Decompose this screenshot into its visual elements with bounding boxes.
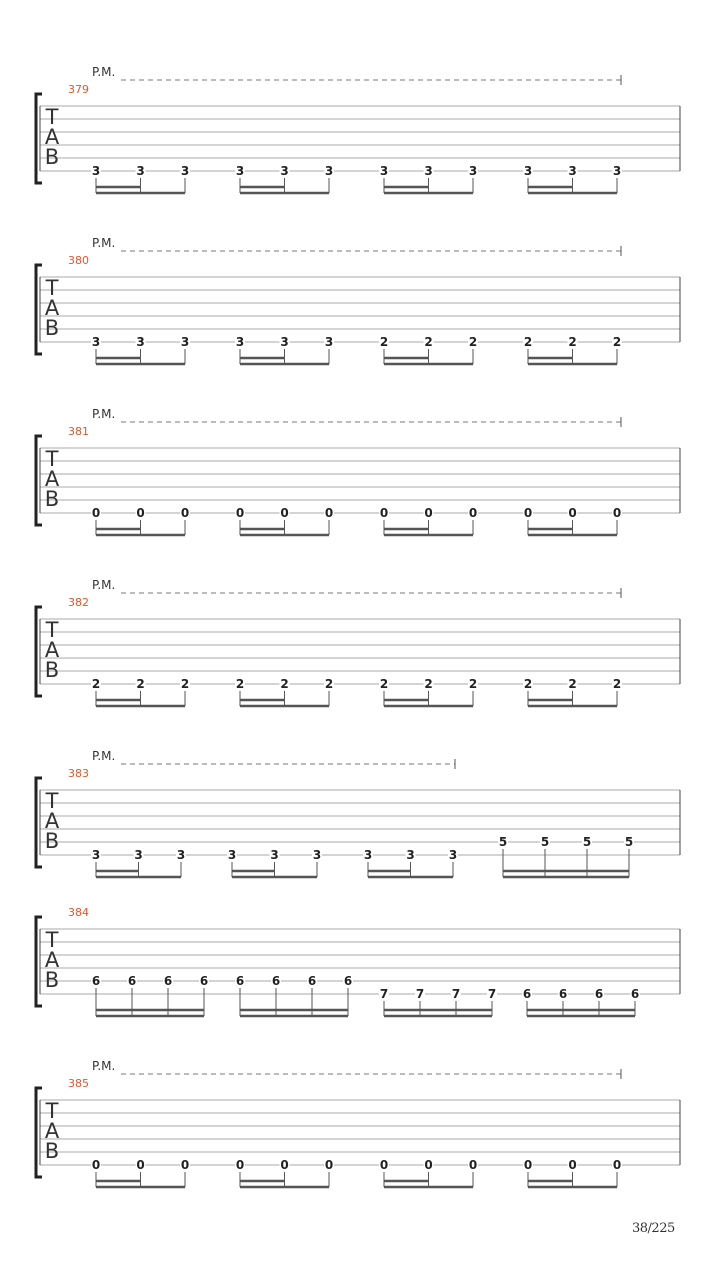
measure-number: 385 bbox=[68, 1077, 89, 1090]
measure-number: 383 bbox=[68, 767, 89, 780]
tab-clef-letter: B bbox=[44, 829, 60, 853]
fret-number: 7 bbox=[451, 987, 461, 1001]
system-bracket bbox=[36, 265, 42, 354]
tab-clef-letter: T bbox=[45, 1099, 59, 1123]
fret-number: 2 bbox=[91, 677, 101, 691]
system-bracket bbox=[36, 607, 42, 696]
fret-number: 5 bbox=[540, 835, 550, 849]
fret-number: 6 bbox=[307, 974, 317, 988]
measure-number: 379 bbox=[68, 83, 89, 96]
fret-number: 3 bbox=[134, 848, 143, 862]
fret-number: 3 bbox=[523, 164, 533, 178]
staff-system bbox=[36, 906, 680, 1016]
fret-number: 2 bbox=[280, 677, 289, 691]
system-bracket bbox=[36, 436, 42, 525]
measure-number: 382 bbox=[68, 596, 89, 609]
tab-clef-letter: A bbox=[44, 809, 60, 833]
fret-number: 0 bbox=[568, 506, 577, 520]
page-number: 38/225 bbox=[632, 1221, 675, 1236]
fret-number: 2 bbox=[424, 677, 433, 691]
tab-clef-letter: B bbox=[44, 968, 60, 992]
fret-number: 2 bbox=[324, 677, 334, 691]
fret-number: 3 bbox=[363, 848, 373, 862]
fret-number: 0 bbox=[523, 1158, 533, 1172]
fret-number: 3 bbox=[324, 335, 334, 349]
system-bracket bbox=[36, 94, 42, 183]
staff-system bbox=[36, 65, 680, 193]
fret-number: 3 bbox=[91, 848, 101, 862]
fret-number: 7 bbox=[487, 987, 497, 1001]
fret-number: 5 bbox=[582, 835, 592, 849]
tab-clef-letter: B bbox=[44, 1139, 60, 1163]
tab-clef-letter: T bbox=[45, 105, 59, 129]
fret-number: 0 bbox=[612, 506, 622, 520]
fret-number: 2 bbox=[180, 677, 190, 691]
tab-clef-letter: B bbox=[44, 487, 60, 511]
fret-number: 2 bbox=[523, 335, 533, 349]
fret-number: 2 bbox=[568, 335, 577, 349]
fret-number: 2 bbox=[379, 335, 389, 349]
fret-number: 6 bbox=[163, 974, 173, 988]
fret-number: 3 bbox=[180, 335, 190, 349]
fret-number: 3 bbox=[180, 164, 190, 178]
fret-number: 0 bbox=[180, 506, 190, 520]
fret-number: 3 bbox=[91, 335, 101, 349]
fret-number: 3 bbox=[406, 848, 415, 862]
fret-number: 3 bbox=[235, 335, 245, 349]
tab-clef-letter: A bbox=[44, 638, 60, 662]
tab-clef-letter: B bbox=[44, 145, 60, 169]
fret-number: 2 bbox=[568, 677, 577, 691]
palm-mute-label: P.M. bbox=[92, 749, 116, 763]
fret-number: 3 bbox=[379, 164, 389, 178]
fret-number: 0 bbox=[136, 1158, 145, 1172]
tab-clef-letter: A bbox=[44, 948, 60, 972]
fret-number: 0 bbox=[136, 506, 145, 520]
fret-number: 2 bbox=[523, 677, 533, 691]
fret-number: 2 bbox=[379, 677, 389, 691]
measure-number: 381 bbox=[68, 425, 89, 438]
fret-number: 3 bbox=[270, 848, 279, 862]
fret-number: 0 bbox=[180, 1158, 190, 1172]
fret-number: 3 bbox=[136, 335, 145, 349]
tab-clef-letter: A bbox=[44, 296, 60, 320]
fret-number: 0 bbox=[379, 1158, 389, 1172]
fret-number: 0 bbox=[379, 506, 389, 520]
palm-mute-label: P.M. bbox=[92, 578, 116, 592]
tab-clef-letter: T bbox=[45, 789, 59, 813]
fret-number: 6 bbox=[594, 987, 604, 1001]
tab-clef-letter: B bbox=[44, 316, 60, 340]
fret-number: 6 bbox=[127, 974, 137, 988]
tab-clef-letter: A bbox=[44, 125, 60, 149]
fret-number: 6 bbox=[235, 974, 245, 988]
staff-system bbox=[36, 236, 680, 364]
fret-number: 3 bbox=[280, 335, 289, 349]
fret-number: 6 bbox=[558, 987, 568, 1001]
tab-clef-letter: T bbox=[45, 276, 59, 300]
fret-number: 3 bbox=[235, 164, 245, 178]
fret-number: 0 bbox=[568, 1158, 577, 1172]
fret-number: 0 bbox=[324, 506, 334, 520]
fret-number: 6 bbox=[199, 974, 209, 988]
fret-number: 3 bbox=[568, 164, 577, 178]
fret-number: 7 bbox=[379, 987, 389, 1001]
fret-number: 0 bbox=[612, 1158, 622, 1172]
palm-mute-label: P.M. bbox=[92, 407, 116, 421]
fret-number: 3 bbox=[280, 164, 289, 178]
fret-number: 0 bbox=[280, 506, 289, 520]
fret-number: 6 bbox=[522, 987, 532, 1001]
measure-number: 384 bbox=[68, 906, 89, 919]
fret-number: 0 bbox=[424, 506, 433, 520]
fret-number: 5 bbox=[624, 835, 634, 849]
staff-system bbox=[36, 1059, 680, 1187]
fret-number: 3 bbox=[312, 848, 322, 862]
fret-number: 3 bbox=[136, 164, 145, 178]
tab-clef-letter: A bbox=[44, 467, 60, 491]
fret-number: 2 bbox=[612, 335, 622, 349]
fret-number: 7 bbox=[415, 987, 425, 1001]
tab-clef-letter: T bbox=[45, 447, 59, 471]
fret-number: 6 bbox=[630, 987, 640, 1001]
fret-number: 2 bbox=[136, 677, 145, 691]
fret-number: 0 bbox=[424, 1158, 433, 1172]
palm-mute-label: P.M. bbox=[92, 1059, 116, 1073]
fret-number: 3 bbox=[227, 848, 237, 862]
system-bracket bbox=[36, 778, 42, 867]
tab-clef-letter: T bbox=[45, 928, 59, 952]
fret-number: 0 bbox=[235, 506, 245, 520]
fret-number: 2 bbox=[235, 677, 245, 691]
palm-mute-label: P.M. bbox=[92, 65, 116, 79]
fret-number: 3 bbox=[468, 164, 478, 178]
measure-number: 380 bbox=[68, 254, 89, 267]
fret-number: 3 bbox=[448, 848, 458, 862]
tab-clef-letter: T bbox=[45, 618, 59, 642]
tab-clef-letter: B bbox=[44, 658, 60, 682]
fret-number: 3 bbox=[91, 164, 101, 178]
system-bracket bbox=[36, 917, 42, 1006]
fret-number: 0 bbox=[523, 506, 533, 520]
fret-number: 0 bbox=[280, 1158, 289, 1172]
fret-number: 0 bbox=[91, 506, 101, 520]
staff-system bbox=[36, 407, 680, 535]
fret-number: 6 bbox=[343, 974, 353, 988]
fret-number: 3 bbox=[324, 164, 334, 178]
fret-number: 3 bbox=[612, 164, 622, 178]
fret-number: 0 bbox=[468, 1158, 478, 1172]
staff-system bbox=[36, 578, 680, 706]
tab-clef-letter: A bbox=[44, 1119, 60, 1143]
fret-number: 2 bbox=[424, 335, 433, 349]
fret-number: 6 bbox=[271, 974, 281, 988]
palm-mute-label: P.M. bbox=[92, 236, 116, 250]
fret-number: 2 bbox=[612, 677, 622, 691]
system-bracket bbox=[36, 1088, 42, 1177]
fret-number: 5 bbox=[498, 835, 508, 849]
fret-number: 0 bbox=[235, 1158, 245, 1172]
fret-number: 0 bbox=[324, 1158, 334, 1172]
fret-number: 6 bbox=[91, 974, 101, 988]
fret-number: 3 bbox=[176, 848, 186, 862]
fret-number: 2 bbox=[468, 335, 478, 349]
fret-number: 3 bbox=[424, 164, 433, 178]
fret-number: 2 bbox=[468, 677, 478, 691]
fret-number: 0 bbox=[91, 1158, 101, 1172]
staff-system bbox=[36, 749, 680, 877]
fret-number: 0 bbox=[468, 506, 478, 520]
